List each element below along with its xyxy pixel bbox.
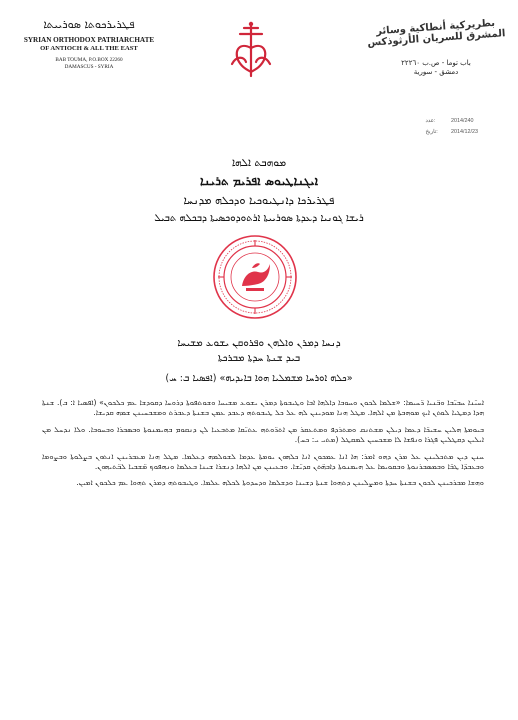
reference-date-value: 2014/12/23 [451,129,478,135]
letter-body [42,398,484,495]
title-line-2: ܐܝܓܢܐܛܝܘܣ ܐܦܪܝܡ ܬܪܝܢܐ [200,174,318,188]
reference-number-label: عدد: [425,118,436,124]
heading-line-1: ܕܢܚܐ ܕܡܪܢ ܘܐܠܗܢ ܘܦܪܘܩܢ ܝܫܘܥ ܡܫܝܚܐ [177,338,341,349]
letterhead-arabic-address-line1: باب توما - ص.ب ٢٢٢٦٠ [401,59,471,67]
reference-number [426,116,478,127]
letterhead-arabic-address-line2: دمشق - سورية [413,68,459,76]
letterhead-address-line1: BAB TOUMA, P.O.BOX 22260 [55,57,123,63]
letterhead-right [366,17,506,76]
reference-block [426,116,478,138]
body-paragraph-3: ܚܢܢ ܕܝܢ ܡܬܟܠܝܢܢ ܥܠ ܡܪܢ ܕܗܘ ܐܡܪ: ܗܐ ܐܢܐ ܥܡܟܘܢ ܐܢܐ ܟܠܗܘܢ ܝܘܡܬܐ ܥܕܡܐ ܠܫܘܠܡܗ ܕܥܠܡܐ. ܡܛܠ ܗܢܐ ܡܥܒܪܝܢܢ ܐܢܬܘܢ ܒܨܠܘܬܐ ܘܒܨܘܡܐ ܘܒܥܒܕ̈ܐ ܛܒ̈ܐ ܘܒܡܣܒܪܢܘܬܐ ܘܒܩܘܝܡܐ ܥܠ ܗܝܡܢܘܬܐ ܕܐܒܗ̈ܬܢ ܩܕܝ̈ܫܐ. ܘܒܥܝܢܢ ܡܢ ܐܠܗܐ ܕܢܫܪܐ ܫܝܢܐ ܒܥܠܡܐ ܘܢܗܦܘܟ ܡ̈ܫܒܝܐ ܠܒ̈ܬܝܗܘܢ. [42,451,484,472]
letterhead-name-line2: OF ANTIOCH & ALL THE EAST [40,45,138,52]
body-paragraph-2: ܒܝܘܡܬܐ ܗܠܝܢ ܚܫܝܟ̈ܐ ܕܥܡܐ ܕܝܠܢ ܡܫܬܢܩ ܘܡܬܪܕܦ ܘܡܬܥܩܪ ܡܢ ܐܬܪ̈ܘܬܗ ܥܬܝ̈ܩܐ ܡܬܒܥܝܐ ܠܢ ܕܢܩܘܡ ܒܗܝܡܢܘܬܐ ܘܒܣܒܪܐ ܘܒܚܘܒܐ. ܘܠܐ ܢܕܚܠ ܡܢ ܐܝܠܝܢ ܕܩܛܠܝܢ ܦܓܪܐ ܘܢܦܫܐ ܠܐ ܡܫܟܚܝܢ ܠܡܩܛܠ (ܡܬܝ ܝ: ܟܚ). [42,424,484,445]
letterhead-address-line2: DAMASCUS - SYRIA [64,64,114,70]
patriarchal-seal-icon [212,234,298,320]
title-line-1: ܡܘܗܒܬ ܐܠܗܐ [231,157,287,169]
body-paragraph-4: ܘܗܫܐ ܡܒܪܟܝܢܢ ܠܟܘܢ ܒܫܢܬܐ ܚܕܬܐ ܘܡܨܠܝܢܢ ܕܬܗܘܐ ܫܢܬܐ ܕܫܝܢܐ ܘܕܫܠܡܐ ܘܕܚܕܘܬܐ ܠܟܠܗ ܥܠܡܐ. ܘܛܝܒܘܬܗ ܕܡܪܢ ܬܗܘܐ ܥܡ ܟܠܟܘܢ ܐܡܝܢ. [76,478,484,488]
title-line-3: ܦܛܪܝܪܟܐ ܕܐܢܛܝܘܟܝܐ ܘܕܟܠܗ ܡܕܢܚܐ [183,194,335,207]
heading-line-2: ܒܝܕ ܫܢܬܐ ܚܕܬܐ ܡܒܪܟܬܐ [217,353,301,364]
reference-date-label: تاريخ: [425,129,438,135]
letterhead-arabic-calligraphy: بطريركية أنطاكية وسائر المشرق للسريان الأرثوذكس [367,17,506,49]
cross-emblem-icon [226,20,276,78]
letterhead-left [14,18,164,70]
reference-date [426,127,478,138]
reference-number-value: 2014/240 [451,118,474,124]
letterhead-syriac-name: ܦܛܪܝܪܟܘܬܐ ܣܘܪܝܝܬܐ [43,18,135,31]
title-line-4: ܪܝܫܐ ܓܘܢܝܐ ܕܥܕܬܐ ܣܘܪܝܝܬܐ ܐܪܬܘܕܘܟܣܝܬܐ ܕܒܟܠܗ ܬܒܝܠ [154,213,364,224]
letterhead-name-line1: SYRIAN ORTHODOX PATRIARCHATE [23,36,155,44]
heading-scripture-quote: «ܟܠܗ ܐܘܪܚܐ ܡܫܡܠܝܐ ܗܘܐ ܒܐܝܕܝܗ» (ܐܦܣܝܐ ܒ: ܚ) [165,373,353,384]
body-paragraph-1: ܐܚܝ̈ܢܐ ܚܒܝ̈ܒܐ ܘܒ̈ܢܝܐ ܪ̈ܚܝܡܐ: «ܫܠܡܐ ܠܟܘܢ ܘܚܘܒܐ ܕܐܠܗܐ ܐܒܐ ܘܛܝܒܘܬܐ ܕܡܪܢ ܝܫܘܥ ܡܫܝܚܐ ܘܫܘܬܦܘܬܐ ܕܪܘܚܐ ܕܩܘܕܫܐ ܥܡ ܟܠܟܘܢ» (ܐܦܣܝܐ ܐ: ܒ). ܫܢܬܐ ܗܕܐ ܕܡܛܝܐ ܠܘܬܢ ܐܝܟ ܡܘܗܒܬܐ ܡܢ ܐܠܗܐ. ܡܛܠ ܗܢܐ ܡܘܕܝܢܢ ܠܗ ܥܠ ܟܠ ܛܝܒܘܬܗ ܕܥܒܕ ܥܡܢ ܒܫܢܬܐ ܕܥܒܪܬ ܘܡܫܒܚܝܢܢ ܫܡܗ ܩܕܝܫܐ. [42,398,484,418]
